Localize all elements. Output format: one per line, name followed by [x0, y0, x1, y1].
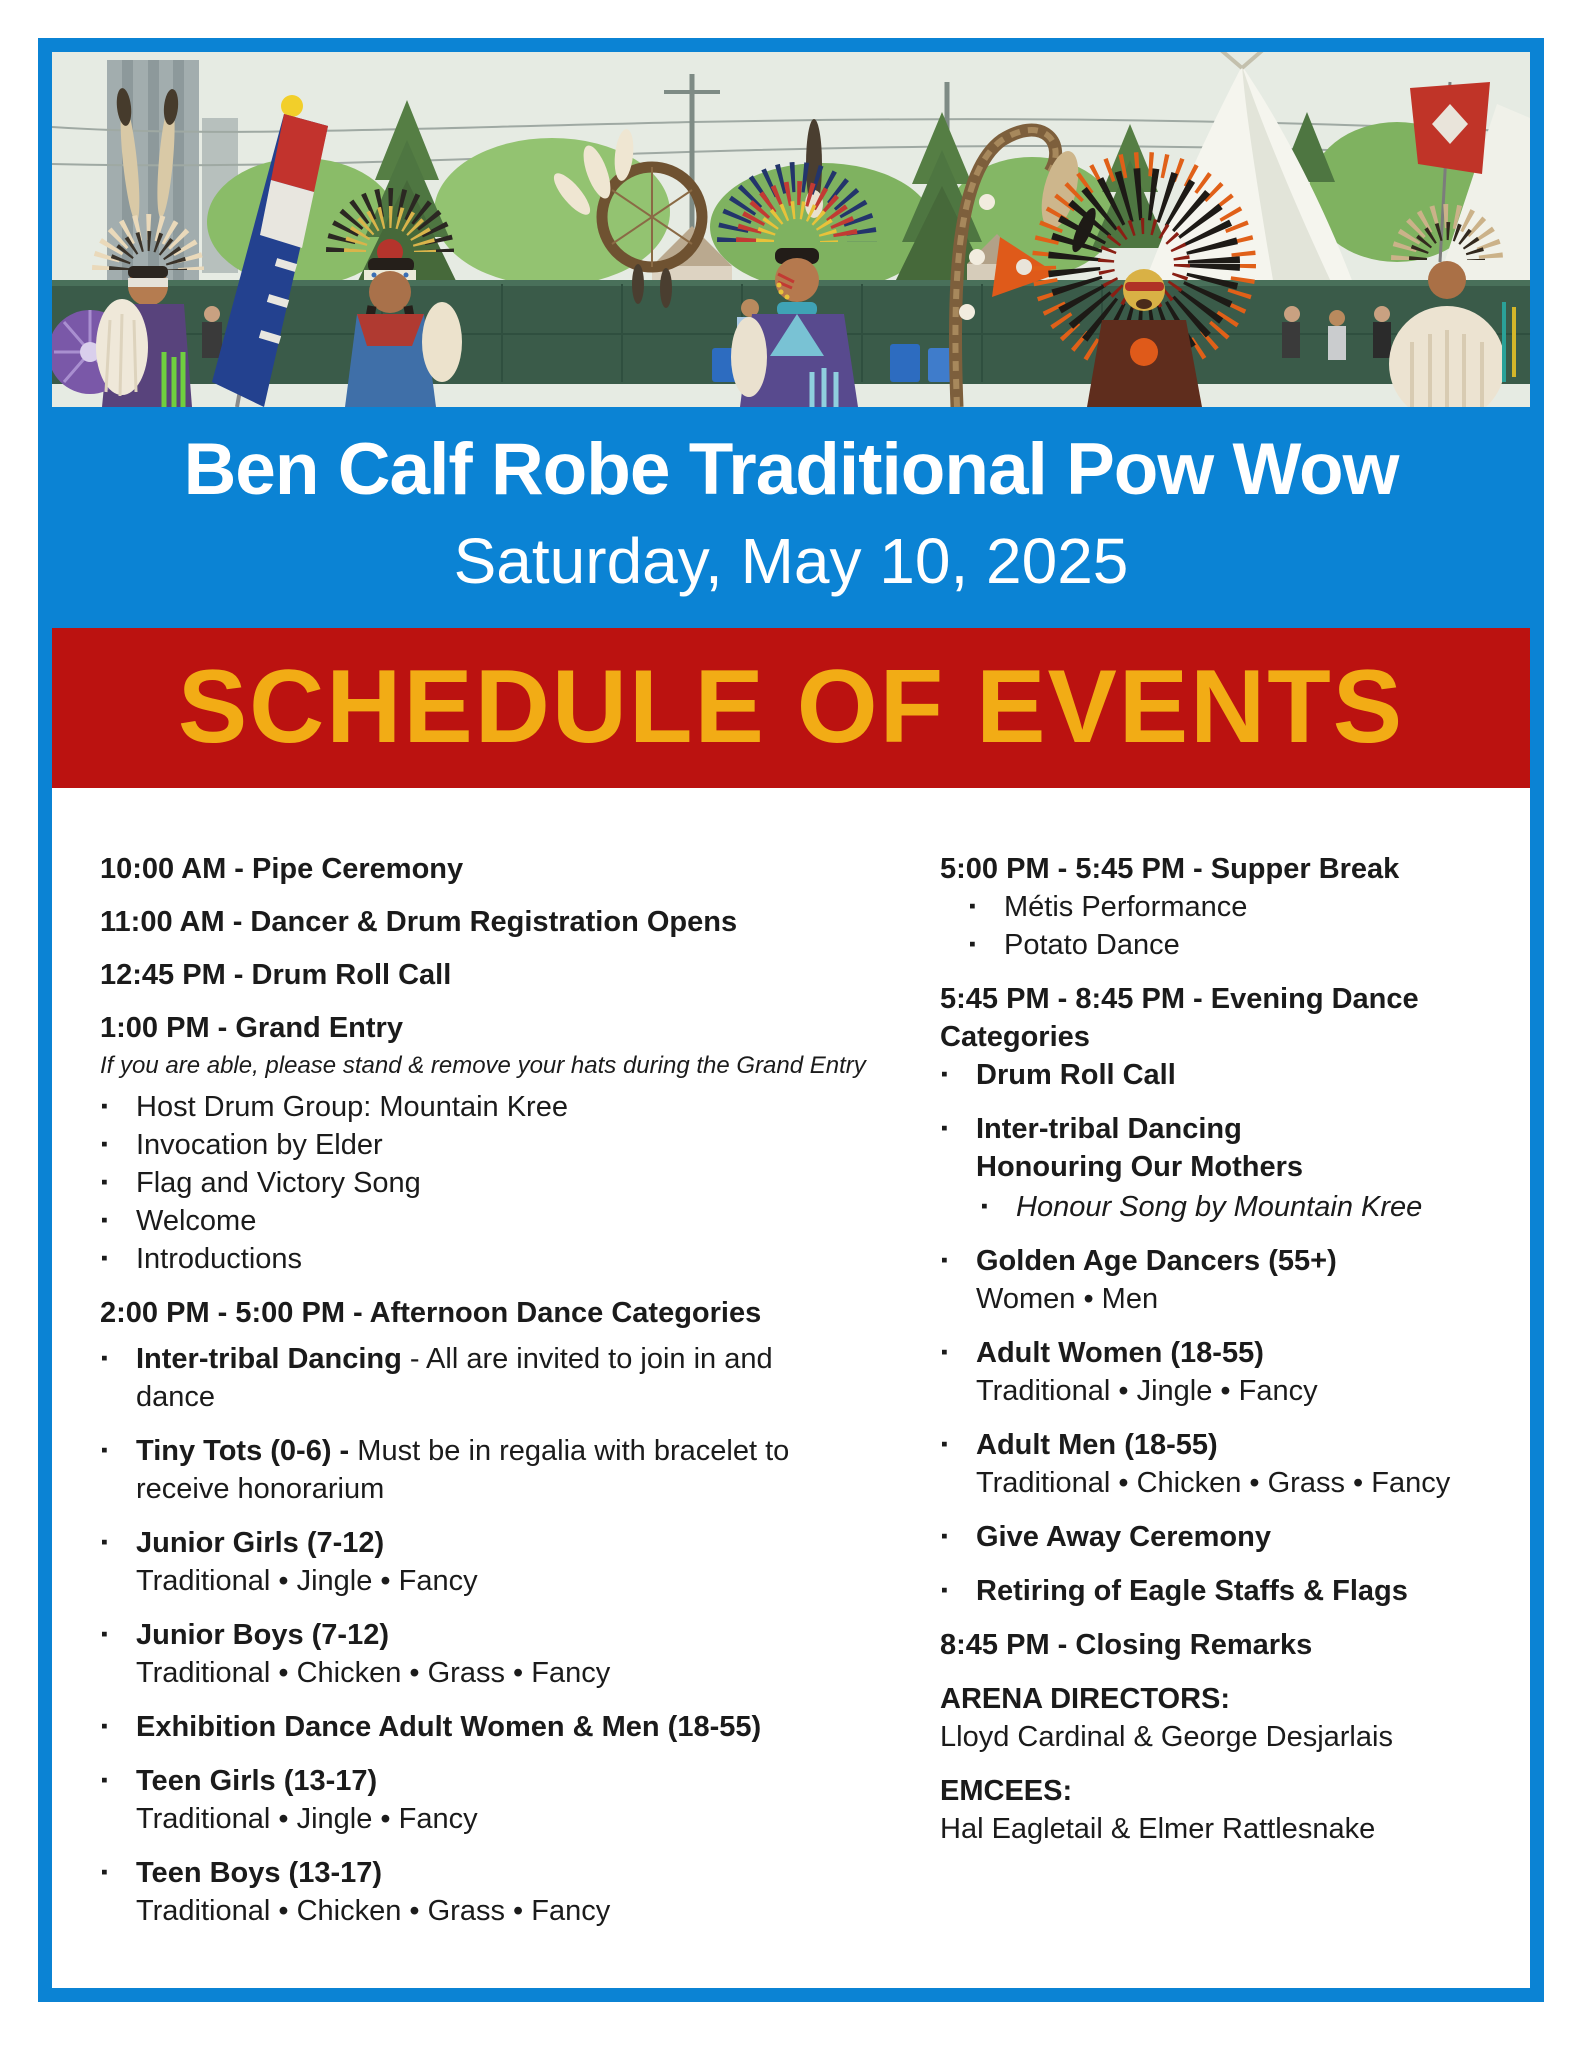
section-evening — [940, 980, 1505, 1610]
list-item: ▪ Adult Women (18-55) Traditional • Jingle • Fancy — [940, 1334, 1505, 1410]
title-banner — [52, 407, 1530, 628]
section-arena-directors — [940, 1680, 1505, 1756]
hero-photo — [52, 52, 1530, 407]
list-item: ▪ Exhibition Dance Adult Women & Men (18-55) — [100, 1708, 805, 1746]
time-heading-grand-entry: 1:00 PM - Grand Entry — [100, 1012, 403, 1044]
time-heading-supper-break: 5:00 PM - 5:45 PM - Supper Break — [940, 853, 1400, 885]
list-item: ▪ Drum Roll Call — [940, 1056, 1505, 1094]
event-date: Saturday, May 10, 2025 — [453, 525, 1129, 597]
section-grand-entry — [100, 1009, 866, 1278]
dance-styles: Traditional • Chicken • Grass • Fancy — [976, 1467, 1451, 1499]
event-title: Ben Calf Robe Traditional Pow Wow — [183, 429, 1399, 510]
list-item: ▪ Host Drum Group: Mountain Kree — [100, 1088, 805, 1126]
list-item: ▪ Give Away Ceremony — [940, 1518, 1505, 1556]
dance-styles: Traditional • Chicken • Grass • Fancy — [136, 1895, 611, 1927]
emcees-names: Hal Eagletail & Elmer Rattlesnake — [940, 1813, 1376, 1845]
list-item: ▪ Potato Dance — [968, 926, 1505, 964]
schedule-right-column — [940, 850, 1505, 1848]
section-supper-break — [940, 850, 1505, 964]
list-item: ▪ Teen Boys (13-17) Traditional • Chicken • Grass • Fancy — [100, 1854, 805, 1930]
time-heading-evening: 5:45 PM - 8:45 PM - Evening Dance — [940, 983, 1419, 1015]
dance-styles: Traditional • Jingle • Fancy — [976, 1375, 1318, 1407]
dance-styles: Traditional • Jingle • Fancy — [136, 1803, 478, 1835]
time-heading-closing: 8:45 PM - Closing Remarks — [940, 1629, 1313, 1661]
list-item: ▪ Junior Boys (7-12) Traditional • Chicken • Grass • Fancy — [100, 1616, 805, 1692]
schedule-banner — [52, 628, 1530, 788]
time-heading-evening-line2: Categories — [940, 1021, 1090, 1053]
list-item: ▪ Welcome — [100, 1202, 805, 1240]
schedule-body — [52, 788, 1530, 1987]
poster-frame — [38, 38, 1544, 2002]
list-item: ▪ Flag and Victory Song — [100, 1164, 805, 1202]
schedule-left-column — [100, 850, 866, 1946]
arena-directors-names: Lloyd Cardinal & George Desjarlais — [940, 1721, 1393, 1753]
powwow-scene-illustration — [52, 52, 1530, 407]
dance-styles: Women • Men — [976, 1283, 1159, 1315]
list-item: ▪ Introductions — [100, 1240, 805, 1278]
schedule-banner-text: SCHEDULE OF EVENTS — [177, 649, 1405, 765]
time-heading-drum-roll-call: 12:45 PM - Drum Roll Call — [100, 959, 452, 991]
list-item: ▪ Teen Girls (13-17) Traditional • Jingle • Fancy — [100, 1762, 805, 1838]
list-item: ▪ Tiny Tots (0-6) - Must be in regalia with bracelet to receive honorarium — [100, 1432, 805, 1508]
grand-entry-note: If you are able, please stand & remove your hats during the Grand Entry — [100, 1052, 866, 1079]
list-item: ▪ Inter-tribal Dancing - All are invited to join in and dance — [100, 1340, 805, 1416]
list-item: ▪ Invocation by Elder — [100, 1126, 805, 1164]
dance-styles: Traditional • Chicken • Grass • Fancy — [136, 1657, 611, 1689]
list-item: ▪ Junior Girls (7-12) Traditional • Jingle • Fancy — [100, 1524, 805, 1600]
time-heading-afternoon: 2:00 PM - 5:00 PM - Afternoon Dance Categories — [100, 1297, 762, 1329]
list-item: ▪ Retiring of Eagle Staffs & Flags — [940, 1572, 1505, 1610]
arena-directors-label: ARENA DIRECTORS: — [940, 1683, 1231, 1715]
time-heading-pipe-ceremony: 10:00 AM - Pipe Ceremony — [100, 853, 464, 885]
list-item: ▪ Métis Performance — [968, 888, 1505, 926]
honour-song-note: ▪ Honour Song by Mountain Kree — [980, 1188, 1505, 1226]
list-item: ▪ Golden Age Dancers (55+) Women • Men — [940, 1242, 1505, 1318]
time-heading-registration: 11:00 AM - Dancer & Drum Registration Opens — [100, 906, 738, 938]
section-emcees — [940, 1772, 1505, 1848]
dance-styles: Traditional • Jingle • Fancy — [136, 1565, 478, 1597]
emcees-label: EMCEES: — [940, 1775, 1073, 1807]
list-item: ▪ Adult Men (18-55) Traditional • Chicken • Grass • Fancy — [940, 1426, 1505, 1502]
section-afternoon — [100, 1294, 805, 1930]
list-item: ▪ Inter-tribal Dancing Honouring Our Mothers ▪ Honour Song by Mountain Kree — [940, 1110, 1505, 1226]
